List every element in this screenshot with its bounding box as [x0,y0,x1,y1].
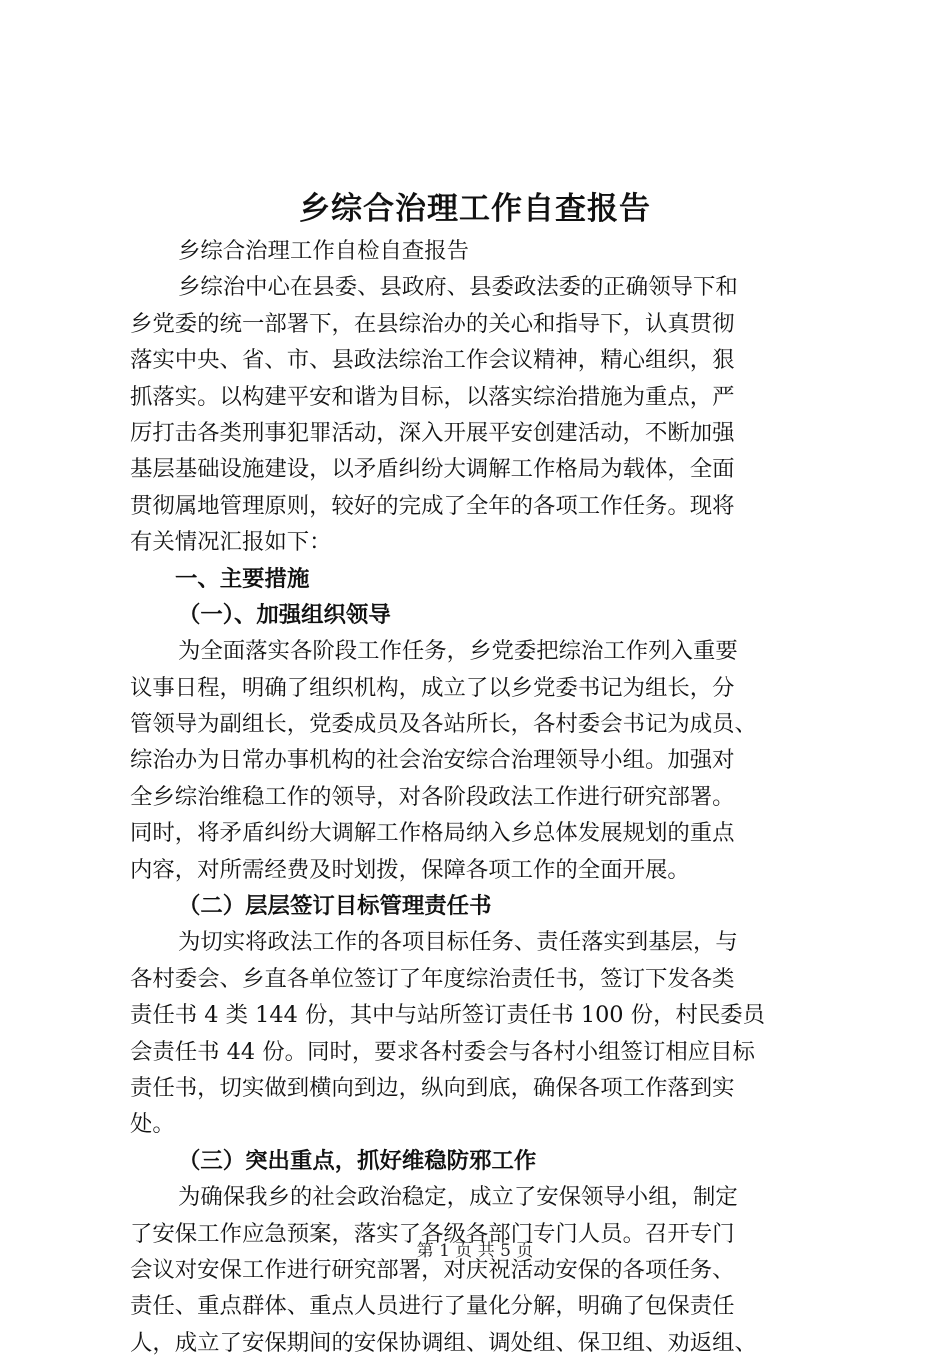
section-heading: 一、主要措施 [175,565,310,592]
paragraph-line: 为确保我乡的社会政治稳定，成立了安保领导小组，制定 [178,1184,738,1211]
paragraph-line: 会议对安保工作进行研究部署，对庆祝活动安保的各项任务、 [130,1256,735,1283]
paragraph-line: 同时，将矛盾纠纷大调解工作格局纳入乡总体发展规划的重点 [130,820,735,847]
paragraph-line: 乡综治中心在县委、县政府、县委政法委的正确领导下和 [178,274,738,301]
subsection-heading: （一）、加强组织领导 [178,601,391,628]
paragraph-line: 了安保工作应急预案，落实了各级各部门专门人员。召开专门 [130,1220,735,1247]
paragraph-line: 综治办为日常办事机构的社会治安综合治理领导小组。加强对 [130,747,735,774]
subsection-heading: （二）层层签订目标管理责任书 [178,893,492,920]
subsection-heading: （三）突出重点，抓好维稳防邪工作 [178,1147,537,1174]
page-footer: 第 1 页 共 5 页 [416,1241,534,1261]
paragraph-line: 处。 [130,1111,175,1138]
paragraph-line: 落实中央、省、市、县政法综治工作会议精神，精心组织，狠 [130,347,735,374]
paragraph-line: 管领导为副组长，党委成员及各站所长，各村委会书记为成员、 [130,711,757,738]
paragraph-line: 全乡综治维稳工作的领导，对各阶段政法工作进行研究部署。 [130,783,735,810]
paragraph-line: 乡党委的统一部署下，在县综治办的关心和指导下，认真贯彻 [130,310,735,337]
paragraph-line: 责任书，切实做到横向到边，纵向到底，确保各项工作落到实 [130,1074,735,1101]
subtitle-line: 乡综合治理工作自检自查报告 [178,238,470,264]
document-title: 乡综合治理工作自查报告 [299,191,651,227]
paragraph-line: 贯彻属地管理原则，较好的完成了全年的各项工作任务。现将 [130,492,735,519]
paragraph-line: 会责任书 44 份。同时，要求各村委会与各村小组签订相应目标 [130,1038,755,1065]
paragraph-line: 议事日程，明确了组织机构，成立了以乡党委书记为组长，分 [130,674,735,701]
paragraph-line: 各村委会、乡直各单位签订了年度综治责任书，签订下发各类 [130,965,735,992]
paragraph-line: 内容，对所需经费及时划拨，保障各项工作的全面开展。 [130,856,690,883]
paragraph-line: 人，成立了安保期间的安保协调组、调处组、保卫组、劝返组、 [130,1329,757,1356]
paragraph-line: 基层基础设施建设，以矛盾纠纷大调解工作格局为载体，全面 [130,456,735,483]
paragraph-line: 为切实将政法工作的各项目标任务、责任落实到基层，与 [178,929,738,956]
paragraph-line: 责任、重点群体、重点人员进行了量化分解，明确了包保责任 [130,1293,735,1320]
document-body [130,233,855,1361]
paragraph-line: 有关情况汇报如下： [130,529,332,556]
paragraph-line: 抓落实。以构建平安和谐为目标，以落实综治措施为重点，严 [130,383,735,410]
paragraph-line: 责任书 4 类 144 份，其中与站所签订责任书 100 份，村民委员 [130,1002,766,1029]
paragraph-line: 厉打击各类刑事犯罪活动，深入开展平安创建活动，不断加强 [130,419,735,446]
paragraph-line: 为全面落实各阶段工作任务，乡党委把综治工作列入重要 [178,638,738,665]
